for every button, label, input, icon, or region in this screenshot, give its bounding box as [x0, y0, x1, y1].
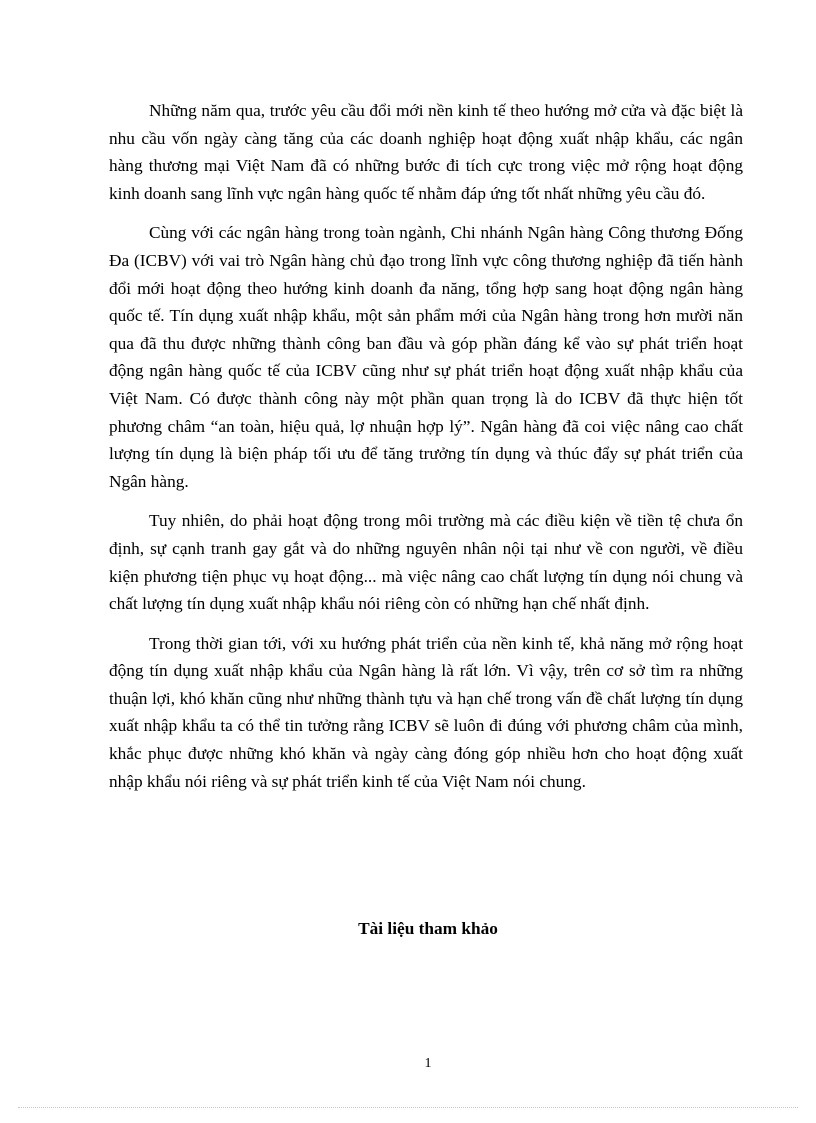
paragraph-intro: Những năm qua, trước yêu cầu đổi mới nền kinh tế theo hướng mở cửa và đặc biệt là nhu cầu vốn ngày càng tăng của các doanh nghiệp hoạt động xuất nhập khẩu, các ngân hàng thương mại Việt Nam đã có những bước đi tích cực trong việc mở rộng hoạt động kinh doanh sang lĩnh vực ngân hàng quốc tế nhằm đáp ứng tốt nhất những yêu cầu đó.	[109, 101, 743, 203]
page-number: 1	[424, 1056, 432, 1071]
body-text	[109, 97, 743, 807]
paragraph-icbv: Cùng với các ngân hàng trong toàn ngành, Chi nhánh Ngân hàng Công thương Đống Đa (ICBV) với vai trò Ngân hàng chủ đạo trong lĩnh vực công thương nghiệp đã tiến hành đổi mới hoạt động theo hướng kinh doanh đa năng, tổng hợp sang hoạt động ngân hàng quốc tế. Tín dụng xuất nhập khẩu, một sản phẩm mới của Ngân hàng trong hơn mười năn qua đã thu được những thành công ban đầu và góp phần đáng kể vào sự phát triển hoạt động ngân hàng quốc tế của ICBV cũng như sự phát triển hoạt động xuất nhập khẩu của Việt Nam. Có được thành công này một phần quan trọng là do ICBV đã thực hiện tốt phương châm “an toàn, hiệu quả, lợ nhuận hợp lý”. Ngân hàng đã coi việc nâng cao chất lượng tín dụng là biện pháp tối ưu để tăng trưởng tín dụng và thúc đẩy sự phát triển của Ngân hàng.	[109, 223, 743, 491]
page-bottom-divider	[18, 1107, 798, 1108]
references-heading: Tài liệu tham khảo	[358, 919, 498, 938]
paragraph-outlook: Trong thời gian tới, với xu hướng phát triển của nền kinh tế, khả năng mở rộng hoạt động tín dụng xuất nhập khẩu của Ngân hàng là rất lớn. Vì vậy, trên cơ sở tìm ra những thuận lợi, khó khăn cũng như những thành tựu và hạn chế trong vấn đề chất lượng tín dụng xuất nhập khẩu ta có thể tin tưởng rằng ICBV sẽ luôn đi đúng với phương châm của mình, khắc phục được những khó khăn và ngày càng đóng góp nhiều hơn cho hoạt động xuất nhập khẩu nói riêng và sự phát triển kinh tế của Việt Nam nói chung.	[109, 633, 743, 791]
paragraph-limitations: Tuy nhiên, do phải hoạt động trong môi trường mà các điều kiện về tiền tệ chưa ổn định, sự cạnh tranh gay gắt và do những nguyên nhân nội tại như về con người, về điều kiện phương tiện phục vụ hoạt động... mà việc nâng cao chất lượng tín dụng nói chung và chất lượng tín dụng xuất nhập khẩu nói riêng còn có những hạn chế nhất định.	[109, 511, 743, 614]
